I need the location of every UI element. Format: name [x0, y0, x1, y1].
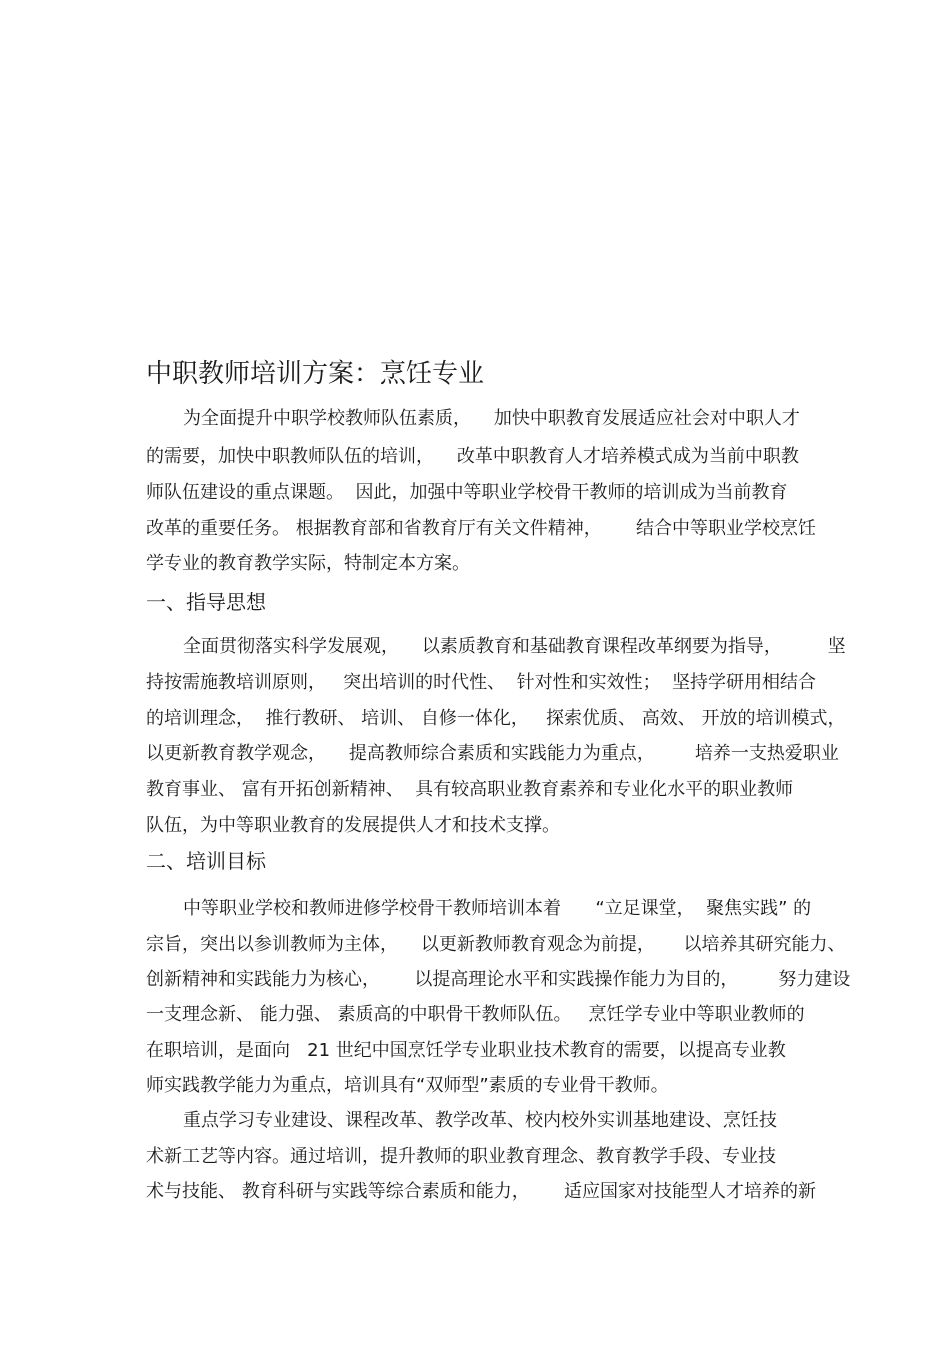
- section1-line: 教育事业、 富有开拓创新精神、 具有较高职业教育素养和专业化水平的职业教师: [146, 779, 794, 800]
- section1-line: 的培训理念， 推行教研、 培训、 自修一体化， 探索优质、 高效、 开放的培训模式，: [146, 708, 846, 729]
- section2-line: 中等职业学校和教师进修学校骨干教师培训本着 “立足课堂， 聚焦实践” 的: [183, 898, 812, 919]
- section-heading-guiding-ideas: 一、指导思想: [146, 590, 266, 614]
- section2-line: 创新精神和实践能力为核心， 以提高理论水平和实践操作能力为目的， 努力建设: [146, 969, 851, 990]
- document-title: 中职教师培训方案：烹饪专业: [146, 359, 485, 389]
- intro-line: 改革的重要任务。 根据教育部和省教育厅有关文件精神， 结合中等职业学校烹饪: [146, 518, 817, 539]
- section1-line: 全面贯彻落实科学发展观， 以素质教育和基础教育课程改革纲要为指导， 坚: [183, 636, 846, 657]
- intro-line: 为全面提升中职学校教师队伍素质， 加快中职教育发展适应社会对中职人才: [183, 408, 800, 429]
- section-heading-training-goals: 二、培训目标: [146, 849, 266, 873]
- section1-line: 队伍，为中等职业教育的发展提供人才和技术支撑。: [146, 815, 560, 836]
- intro-line: 的需要，加快中职教师队伍的培训， 改革中职教育人才培养模式成为当前中职教: [146, 446, 799, 467]
- intro-line: 师队伍建设的重点课题。 因此，加强中等职业学校骨干教师的培训成为当前教育: [146, 482, 788, 503]
- section2-line: 一支理念新、 能力强、 素质高的中职骨干教师队伍。 烹饪学专业中等职业教师的: [146, 1004, 805, 1025]
- section2-para2-line: 重点学习专业建设、课程改革、教学改革、校内校外实训基地建设、烹饪技: [183, 1110, 777, 1131]
- section2-line: 师实践教学能力为重点，培训具有“双师型”素质的专业骨干教师。: [146, 1075, 669, 1096]
- intro-line: 学专业的教育教学实际，特制定本方案。: [146, 553, 470, 574]
- section1-line: 持按需施教培训原则， 突出培训的时代性、 针对性和实效性； 坚持学研用相结合: [146, 672, 817, 693]
- section2-para2-line: 术新工艺等内容。通过培训，提升教师的职业教育理念、教育教学手段、专业技: [146, 1146, 776, 1167]
- section2-line: 在职培训，是面向 21 世纪中国烹饪学专业职业技术教育的需要，以提高专业教: [146, 1040, 786, 1061]
- section1-line: 以更新教育教学观念， 提高教师综合素质和实践能力为重点， 培养一支热爱职业: [146, 743, 839, 764]
- section2-para2-line: 术与技能、 教育科研与实践等综合素质和能力， 适应国家对技能型人才培养的新: [146, 1181, 817, 1202]
- section2-line: 宗旨，突出以参训教师为主体， 以更新教师教育观念为前提， 以培养其研究能力、: [146, 934, 846, 955]
